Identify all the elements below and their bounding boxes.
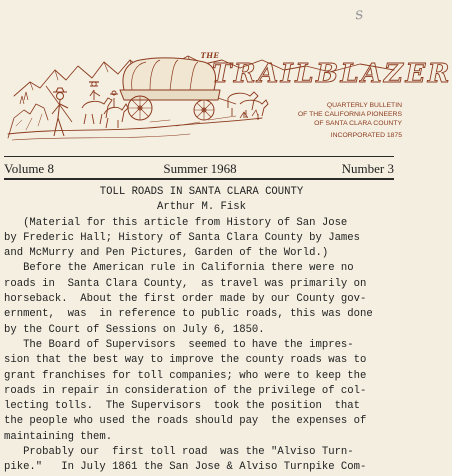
article-line: by Frederic Hall; History of Santa Clara County by James <box>4 231 361 244</box>
riders-on-horseback <box>82 82 128 128</box>
article-line: sion that the best way to improve the county roads was to <box>4 354 367 367</box>
article-line: the people who used the roads should pay the expenses of <box>4 415 367 428</box>
article-line: (Material for this article from History of San Jose <box>4 216 348 229</box>
brand-prefix: THE <box>200 51 220 60</box>
article-line: pike." In July 1861 the San Jose & Alviso Turnpike Com- <box>4 461 367 474</box>
subtitle-line-2: OF THE CALIFORNIA PIONEERS <box>297 111 402 118</box>
subtitle-line-3: OF SANTA CLARA COUNTY <box>314 120 402 127</box>
article-line: maintaining them. <box>4 430 113 443</box>
article-line: roads in Santa Clara County, as travel was primarily on <box>4 277 367 290</box>
article-line: roads in repair in consideration of the privilege of col- <box>4 384 367 397</box>
article-line: Probably our first toll road was the "Alviso Turn- <box>4 446 354 459</box>
brand-title: TRAILBLAZER <box>212 59 452 89</box>
pencil-mark: s <box>353 3 365 24</box>
subtitle-line-1: QUARTERLY BULLETIN <box>326 102 402 109</box>
ground <box>8 118 262 134</box>
pioneer-figure <box>46 86 72 136</box>
article-line: The Board of Supervisors seemed to have the impres- <box>4 338 354 351</box>
article-line: grant franchises for toll companies; who were to keep the <box>4 369 367 382</box>
article-author: Arthur M. Fisk <box>156 201 246 214</box>
issue-volume: Volume 8 <box>4 161 54 176</box>
article-line: ernment, was in reference to public roads, this was done <box>4 308 373 321</box>
article-title: TOLL ROADS IN SANTA CLARA COUNTY <box>99 186 304 198</box>
article-line: Before the American rule in California there were no <box>4 262 354 275</box>
article-line: and McMurry and Pen Pictures, Garden of the World.) <box>4 247 329 260</box>
subtitle-line-4: INCORPORATED 1875 <box>330 132 402 139</box>
issue-number: Number 3 <box>341 161 394 176</box>
article-line: by the Court of Sessions on July 6, 1850. <box>4 323 265 336</box>
article-line: lecting tolls. The Supervisors took the position that <box>4 400 361 413</box>
article-body <box>4 185 399 476</box>
article-line: horseback. About the first order made by our County gov- <box>4 293 367 306</box>
divider-bottom <box>4 178 394 180</box>
issue-date: Summer 1968 <box>163 161 237 176</box>
divider-top <box>4 156 394 157</box>
